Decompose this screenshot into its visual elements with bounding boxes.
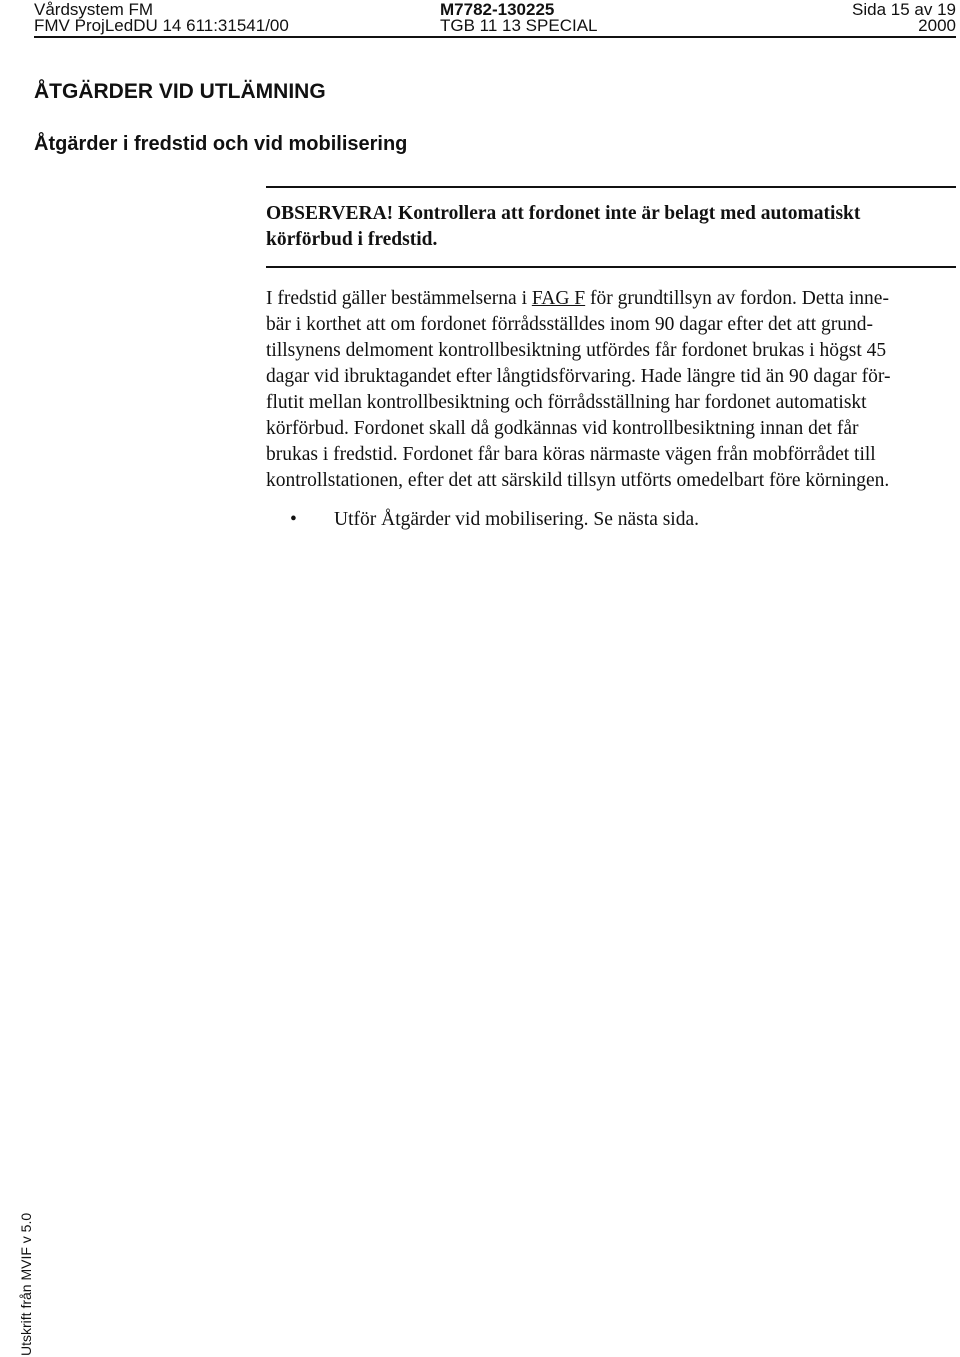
body-line: dagar vid ibruktagandet efter långtidsförvaring. Hade längre tid än 90 dagar för- <box>266 366 891 387</box>
body-paragraph <box>266 286 956 494</box>
body-line: körförbud. Fordonet skall då godkännas vid kontrollbesiktning innan det får <box>266 418 859 439</box>
header-project: FMV ProjLedDU 14 611:31541/00 <box>34 16 289 35</box>
body-line-1 <box>266 286 956 312</box>
subsection-title: Åtgärder i fredstid och vid mobilisering <box>34 133 408 155</box>
note-top-divider <box>266 186 956 188</box>
body-line-1-start: I fredstid gäller bestämmelserna i <box>266 288 532 309</box>
bullet-icon: • <box>290 509 297 530</box>
header-tgb: TGB 11 13 SPECIAL <box>440 16 598 35</box>
header-system: Vårdsystem FM <box>34 0 154 19</box>
note-bottom-divider <box>266 266 956 268</box>
bullet-text: Utför Åtgärder vid mobilisering. Se nästa sida. <box>334 509 700 530</box>
header-divider <box>34 36 956 38</box>
note-line-1: OBSERVERA! Kontrollera att fordonet inte är belagt med automatiskt <box>266 203 861 224</box>
body-line: tillsynens delmoment kontrollbesiktning utfördes får fordonet brukas i högst 45 <box>266 340 887 361</box>
header-page-number: Sida 15 av 19 <box>852 0 956 19</box>
header-row-2 <box>34 16 956 35</box>
observera-note <box>266 201 956 253</box>
body-line: bär i korthet att om fordonet förrådsställdes inom 90 dagar efter det att grund- <box>266 314 874 335</box>
side-print-label: Utskrift från MVIF v 5.0 <box>18 1212 34 1356</box>
section-title: ÅTGÄRDER VID UTLÄMNING <box>34 80 326 103</box>
note-line-2: körförbud i fredstid. <box>266 229 438 250</box>
body-line-1-end: för grundtillsyn av fordon. Detta inne- <box>585 288 889 309</box>
body-line: flutit mellan kontrollbesiktning och förrådsställning har fordonet automatiskt <box>266 392 867 413</box>
header-year: 2000 <box>918 16 956 35</box>
header-doc-id: M7782-130225 <box>440 0 555 19</box>
body-line: brukas i fredstid. Fordonet får bara köras närmaste vägen från mobförrådet till <box>266 444 876 465</box>
fag-f-link[interactable]: FAG F <box>531 288 586 309</box>
body-line: kontrollstationen, efter det att särskild tillsyn utförts omedelbart före körningen. <box>266 470 890 491</box>
